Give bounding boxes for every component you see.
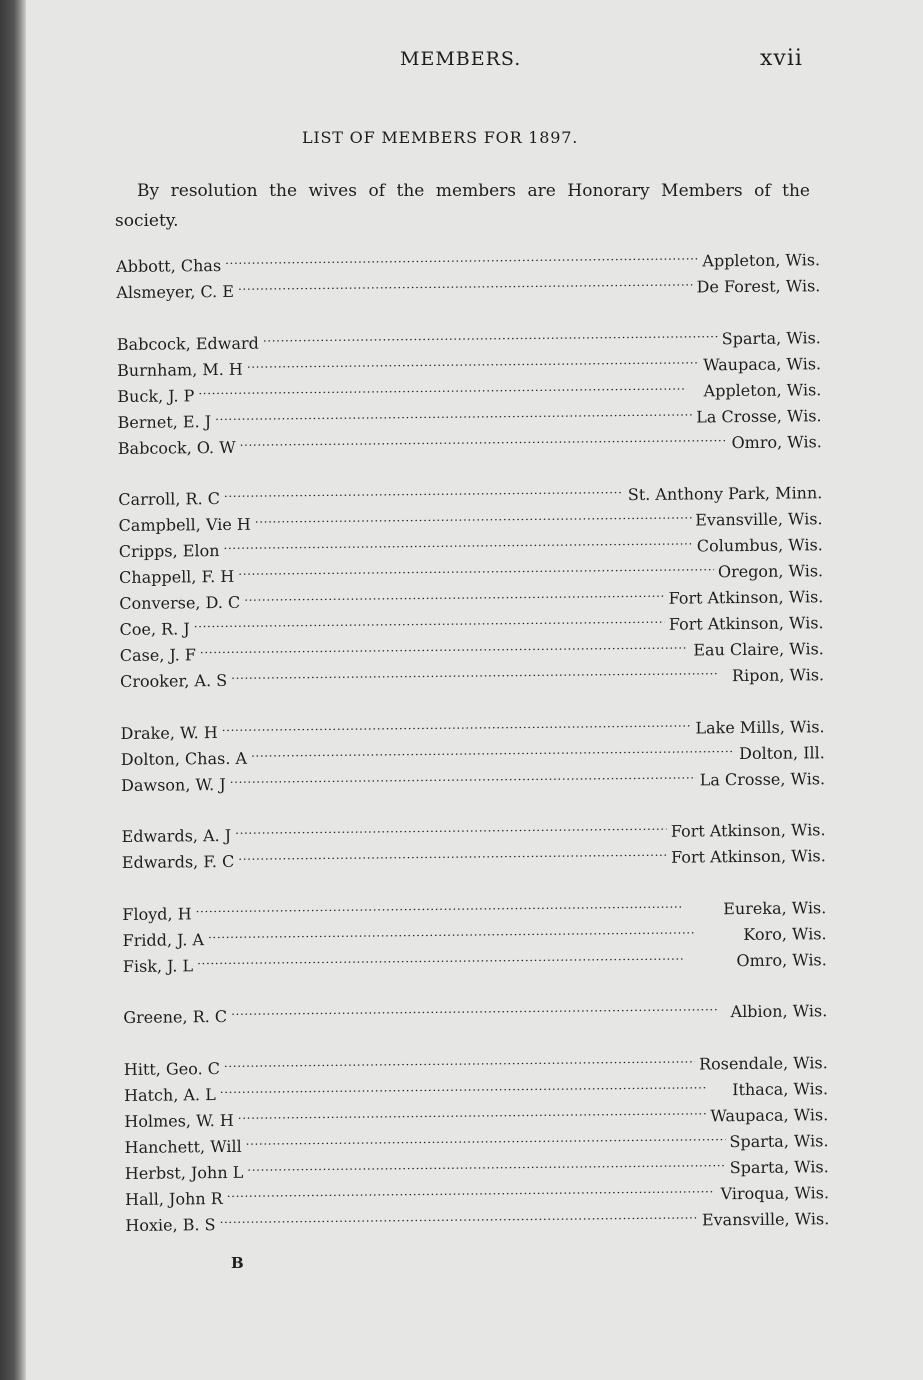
- member-place: Omro, Wis.: [736, 949, 827, 970]
- member-name: Bernet, E. J: [117, 411, 212, 432]
- member-name: Drake, W. H: [120, 722, 218, 743]
- dot-leader: [200, 638, 690, 661]
- member-group: [116, 247, 820, 306]
- member-place: Eureka, Wis.: [723, 897, 827, 918]
- member-place: Rosendale, Wis.: [698, 1052, 828, 1073]
- signature-mark: B: [231, 1254, 244, 1272]
- member-name: Hall, John R: [124, 1188, 223, 1209]
- member-name: Fridd, J. A: [122, 929, 205, 950]
- member-name: Hanchett, Will: [124, 1136, 242, 1157]
- member-name: Buck, J. P: [117, 385, 195, 406]
- member-name: Herbst, John L: [124, 1162, 244, 1183]
- member-place: Fort Atkinson, Wis.: [668, 587, 824, 608]
- member-name: Babcock, Edward: [116, 333, 259, 354]
- dot-leader: [198, 378, 699, 401]
- dot-leader: [255, 507, 692, 529]
- member-row: [123, 998, 827, 1031]
- member-name: Floyd, H: [122, 903, 192, 924]
- member-name: Holmes, W. H: [124, 1110, 234, 1131]
- dot-leader: [238, 274, 693, 296]
- dot-leader: [224, 1051, 695, 1074]
- dot-leader: [222, 715, 692, 738]
- member-name: Converse, D. C: [119, 592, 241, 613]
- member-place: Columbus, Wis.: [696, 535, 823, 556]
- member-place: Evansville, Wis.: [701, 1208, 830, 1229]
- member-place: Ithaca, Wis.: [732, 1078, 829, 1099]
- member-name: Burnham, M. H: [117, 359, 243, 380]
- dot-leader: [244, 586, 665, 608]
- member-name: Greene, R. C: [123, 1006, 228, 1027]
- dot-leader: [238, 1103, 707, 1125]
- dot-leader: [224, 482, 624, 504]
- member-place: Waupaca, Wis.: [710, 1104, 829, 1125]
- member-name: Carroll, R. C: [118, 489, 221, 509]
- dot-leader: [231, 663, 728, 686]
- member-place: Dolton, Ill.: [738, 742, 825, 763]
- running-head: [0, 48, 923, 72]
- dot-leader: [194, 612, 665, 635]
- member-place: Fort Atkinson, Wis.: [668, 613, 824, 634]
- dot-leader: [235, 819, 667, 841]
- member-place: St. Anthony Park, Minn.: [627, 483, 823, 505]
- dot-leader: [230, 767, 696, 789]
- member-place: Sparta, Wis.: [721, 327, 821, 348]
- member-name: Hitt, Geo. C: [123, 1058, 221, 1079]
- member-name: Chappell, F. H: [119, 566, 235, 587]
- member-place: Koro, Wis.: [743, 923, 827, 944]
- member-place: Appleton, Wis.: [703, 379, 822, 400]
- member-place: Waupaca, Wis.: [703, 353, 822, 374]
- member-row: [122, 843, 826, 876]
- member-row: [123, 947, 827, 980]
- member-name: Hoxie, B. S: [125, 1214, 216, 1235]
- member-place: Eau Claire, Wis.: [693, 639, 824, 660]
- member-name: Babcock, O. W: [117, 437, 236, 458]
- member-place: Oregon, Wis.: [717, 561, 824, 582]
- member-place: La Crosse, Wis.: [696, 405, 822, 426]
- member-name: Campbell, Vie H: [118, 514, 251, 535]
- member-name: Abbott, Chas: [116, 255, 222, 276]
- dot-leader: [225, 248, 698, 271]
- member-place: Ripon, Wis.: [731, 665, 825, 686]
- member-group: [123, 998, 827, 1031]
- dot-leader: [220, 1077, 729, 1100]
- member-name: Alsmeyer, C. E: [116, 281, 235, 302]
- dot-leader: [219, 1207, 697, 1230]
- member-row: [116, 273, 820, 306]
- member-place: Albion, Wis.: [730, 1001, 828, 1022]
- member-place: Sparta, Wis.: [729, 1130, 829, 1151]
- member-group: [117, 325, 822, 462]
- running-title: MEMBERS.: [400, 48, 522, 70]
- dot-leader: [263, 326, 718, 348]
- member-group: [120, 714, 825, 799]
- member-row: [121, 766, 825, 799]
- member-name: Coe, R. J: [119, 619, 190, 639]
- member-place: De Forest, Wis.: [696, 276, 821, 297]
- member-place: Fort Atkinson, Wis.: [670, 820, 826, 841]
- dot-leader: [247, 1155, 726, 1178]
- dot-leader: [238, 559, 714, 582]
- page-number: xvii: [760, 46, 803, 71]
- member-place: Fort Atkinson, Wis.: [670, 846, 826, 867]
- dot-leader: [197, 948, 733, 971]
- dot-leader: [223, 533, 693, 556]
- member-place: La Crosse, Wis.: [699, 768, 826, 789]
- member-place: Omro, Wis.: [731, 431, 822, 452]
- member-name: Hatch, A. L: [123, 1084, 216, 1105]
- dot-leader: [238, 845, 667, 867]
- intro-paragraph: By resolution the wives of the members are Honorary Members of the society.: [115, 181, 810, 231]
- member-group: [118, 480, 824, 695]
- dot-leader: [215, 404, 692, 427]
- member-name: Dolton, Chas. A: [120, 748, 248, 769]
- dot-leader: [227, 1181, 717, 1204]
- member-name: Edwards, F. C: [121, 851, 235, 872]
- member-name: Dawson, W. J: [121, 774, 226, 795]
- member-group: [122, 895, 827, 980]
- member-row: [118, 429, 822, 462]
- member-place: Viroqua, Wis.: [720, 1182, 830, 1203]
- member-name: Cripps, Elon: [118, 541, 220, 561]
- members-list: [116, 247, 830, 1264]
- member-name: Case, J. F: [119, 645, 197, 665]
- dot-leader: [195, 896, 719, 919]
- member-place: Lake Mills, Wis.: [695, 716, 825, 737]
- list-heading: LIST OF MEMBERS FOR 1897.: [302, 128, 579, 147]
- member-place: Appleton, Wis.: [702, 250, 821, 271]
- member-group: [121, 817, 825, 876]
- member-place: Evansville, Wis.: [695, 509, 823, 530]
- member-name: Crooker, A. S: [120, 670, 228, 691]
- dot-leader: [251, 741, 735, 764]
- member-place: Sparta, Wis.: [729, 1156, 829, 1177]
- member-row: [120, 662, 824, 695]
- dot-leader: [240, 430, 728, 453]
- member-name: Fisk, J. L: [122, 955, 194, 976]
- member-row: [125, 1206, 829, 1239]
- dot-leader: [246, 1129, 726, 1152]
- dot-leader: [231, 999, 727, 1022]
- member-name: Edwards, A. J: [121, 825, 232, 846]
- member-group: [124, 1050, 830, 1239]
- dot-leader: [247, 352, 699, 374]
- dot-leader: [208, 922, 740, 945]
